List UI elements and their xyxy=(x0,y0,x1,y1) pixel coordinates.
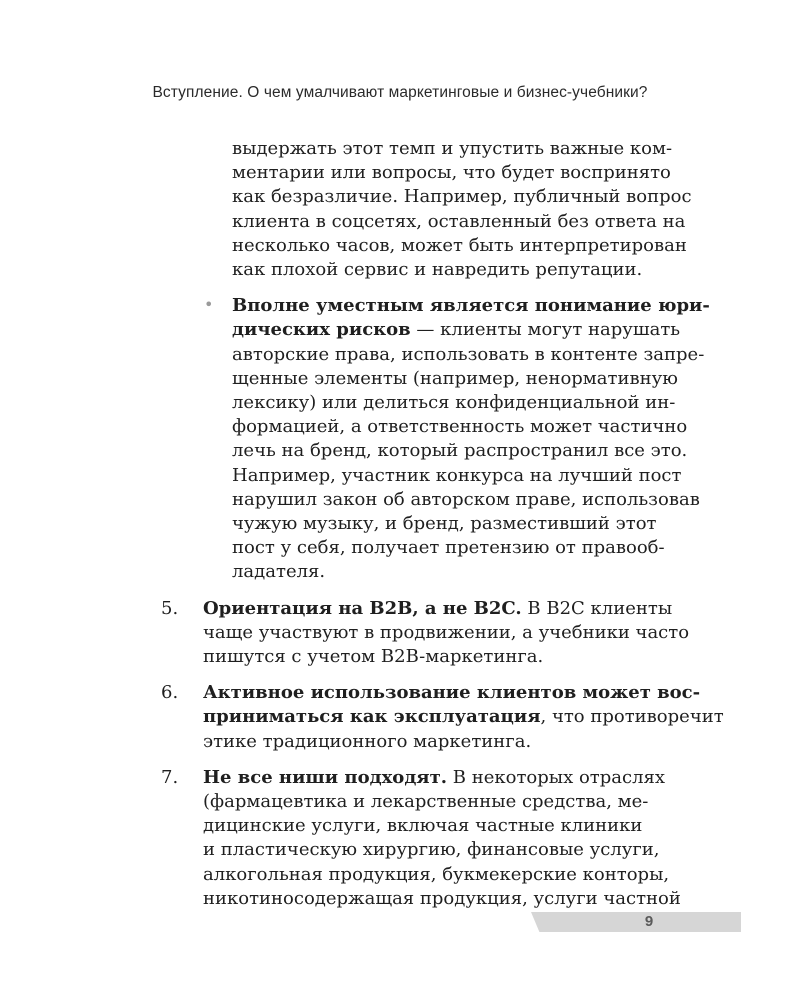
text-line xyxy=(203,597,673,621)
item-number: 5. xyxy=(161,597,179,619)
bold-phrase: Активное использование клиентов может вос- xyxy=(203,682,701,704)
text-line xyxy=(203,705,724,729)
text-run: В B2C клиенты xyxy=(521,597,673,619)
page-body xyxy=(161,137,724,911)
text-line: дицинские услуги, включая частные клиники xyxy=(203,815,643,837)
text-line xyxy=(203,681,701,705)
numbered-item-5 xyxy=(161,597,690,670)
text-line: и пластическую хирургию, финансовые услуги, xyxy=(203,839,660,861)
text-run: , что противоречит xyxy=(540,706,724,728)
text-line: никотиносодержащая продукция, услуги частной xyxy=(203,887,681,909)
bullet-item xyxy=(161,294,710,584)
text-line xyxy=(232,318,681,342)
bold-phrase: Ориентация на B2B, а не B2C. xyxy=(203,597,522,619)
bold-phrase: Вполне уместным является понимание юри- xyxy=(232,295,710,317)
text-line: Например, участник конкурса на лучший пост xyxy=(232,464,682,486)
text-line: пост у себя, получает претензию от правооб- xyxy=(232,537,665,559)
text-line: выдержать этот темп и упустить важные ком- xyxy=(232,138,673,159)
text-run: — клиенты могут нарушать xyxy=(410,319,681,341)
bold-phrase: Не все ниши подходят. xyxy=(203,766,448,788)
text-line: как безразличие. Например, публичный вопрос xyxy=(232,186,692,208)
running-head: Вступление. О чем умалчивают маркетинговые и бизнес-учебники? xyxy=(152,84,648,101)
page-number: 9 xyxy=(644,913,654,930)
text-line: несколько часов, может быть интерпретирован xyxy=(232,234,687,256)
text-line: алкогольная продукция, букмекерские конторы, xyxy=(203,863,670,885)
text-line: авторские права, использовать в контенте запре- xyxy=(232,343,705,365)
text-run: В некоторых отраслях xyxy=(447,766,666,788)
text-line: чаще участвуют в продвижении, а учебники часто xyxy=(203,621,690,643)
text-line: этике традиционного маркетинга. xyxy=(203,730,532,752)
text-line xyxy=(203,766,666,790)
numbered-item-6 xyxy=(161,681,724,754)
text-line: ладателя. xyxy=(232,561,326,583)
text-line: чужую музыку, и бренд, разместивший этот xyxy=(232,513,657,535)
text-line: как плохой сервис и навредить репутации. xyxy=(232,259,643,281)
text-line: клиента в соцсетях, оставленный без ответа на xyxy=(232,210,686,232)
continuation-paragraph xyxy=(161,137,692,282)
text-line xyxy=(232,294,710,318)
numbered-item-7 xyxy=(161,766,681,911)
text-line: лексику) или делиться конфиденциальной ин- xyxy=(232,392,676,414)
item-number: 6. xyxy=(161,682,179,704)
text-line: нарушил закон об авторском праве, использовав xyxy=(232,488,700,510)
text-line: ментарии или вопросы, что будет воспринято xyxy=(232,162,671,184)
text-line: пишутся с учетом B2B-маркетинга. xyxy=(203,646,544,668)
text-line: (фармацевтика и лекарственные средства, ме- xyxy=(203,791,649,813)
bold-phrase: дических рисков xyxy=(232,319,411,341)
bold-phrase: приниматься как эксплуатация xyxy=(203,706,541,728)
item-number: 7. xyxy=(161,766,179,788)
bullet-icon: • xyxy=(204,295,214,315)
text-line: лечь на бренд, который распространил все это. xyxy=(232,440,688,462)
text-line: щенные элементы (например, ненормативную xyxy=(232,367,678,389)
text-line: формацией, а ответственность может частично xyxy=(232,416,688,438)
